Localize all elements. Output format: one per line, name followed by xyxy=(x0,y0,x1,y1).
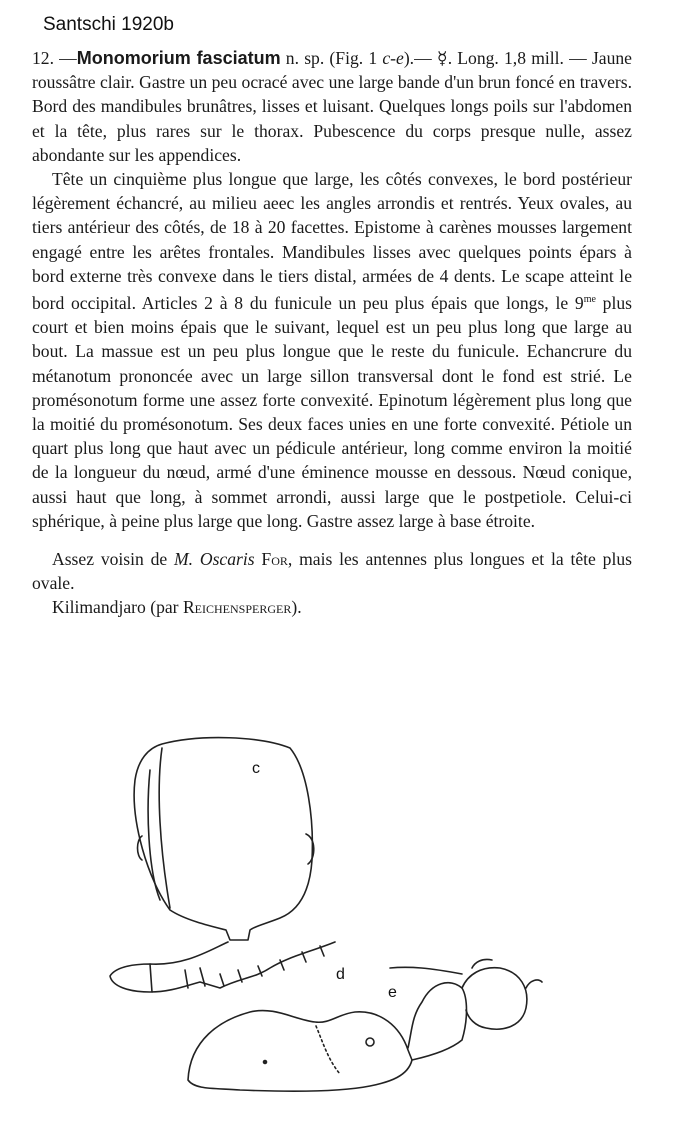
source-label: Santschi 1920b xyxy=(43,14,174,35)
comparison-text-b: , mais les antennes plus longues et la tête plus ovale. xyxy=(32,548,632,594)
head-eye-drawing xyxy=(159,748,170,908)
description-paragraph-1 xyxy=(32,46,632,167)
figure-1 xyxy=(90,730,650,1125)
figure-reference-close: ).— xyxy=(403,48,437,68)
morphology-text-b: plus court et bien moins épais que le suivant, lequel est un peu plus long que large au bout. La massue est un peu plus longue que le reste du funicule. Echancrure du métanotum prononcée avec un large sillon transversal dont le fond est strié. Le promésonotum forme une assez forte convexité. Epinotum légèrement plus long que la moitié du promésonotum. Ses deux faces unies en une forte convexité. Pétiole un quart plus long que haut avec un pédicule antérieur, long comme environ la moitié de la longueur du nœud, armé d'une éminence mousse en dessous. Nœud conique, aussi haut que long, à sommet arrondi, aussi large que le postpetiole. Celui-ci sphérique, à peine plus large que long. Gastre assez large à base étroite. xyxy=(32,292,632,531)
compared-species-author: For xyxy=(254,548,288,569)
taxon-status: n. sp. (Fig. 1 xyxy=(280,48,383,68)
postpetiole-drawing xyxy=(462,968,527,1029)
spiracle-drawing xyxy=(366,1038,374,1046)
figure-label-d: d xyxy=(336,966,345,983)
figure-label-e: e xyxy=(388,984,397,1001)
locality-close: ). xyxy=(291,597,302,618)
locality-line xyxy=(32,595,632,619)
worker-caste-symbol: ☿ xyxy=(436,48,448,68)
ordinal-superscript: me xyxy=(583,294,596,306)
figure-label-c: c xyxy=(252,760,260,777)
antenna-drawing xyxy=(110,942,335,992)
comparison-text-a: Assez voisin de xyxy=(52,548,175,569)
mesosoma-drawing xyxy=(188,1011,412,1092)
petiole-drawing xyxy=(408,983,467,1060)
entry-number: 12. — xyxy=(32,48,77,68)
comparison-paragraph xyxy=(32,547,632,595)
head-left-eye-drawing xyxy=(138,836,143,860)
gaster-stub-drawing xyxy=(390,967,462,974)
collector-name: Reichensperger xyxy=(182,597,292,618)
species-description xyxy=(32,46,632,620)
general-description: . Long. 1,8 mill. — Jaune roussâtre clair. Gastre un peu ocracé avec une large bande d'un brun foncé en travers. Bord des mandibules brunâtres, lisses et luisant. Quelques longs poils sur l'abdomen et la tête, plus rares sur le thorax. Pubescence du corps presque nulle, assez abondante sur les appendices. xyxy=(32,48,632,165)
taxon-name: Monomorium fasciatum xyxy=(76,48,281,68)
locality-text: Kilimandjaro (par xyxy=(52,597,183,618)
description-paragraph-2 xyxy=(32,167,632,533)
compared-species: M. Oscaris xyxy=(174,548,255,569)
morphology-text-a: Tête un cinquième plus longue que large, les côtés convexes, le bord postérieur légèrement échancré, au milieu aeec les angles arrondis et rentrés. Yeux ovales, au tiers antérieur des côtés, de 18 à 20 facettes. Epistome à carènes mousses largement engagé entre les arêtes frontales. Mandibules lisses avec quelques points épars à bord externe très convexe dans le tiers distal, armées de 4 dents. Le scape atteint le bord occipital. Articles 2 à 8 du funicule un peu plus épais que longs, le 9 xyxy=(32,169,632,313)
figure-drawings xyxy=(90,730,650,1125)
figure-reference: c-e xyxy=(382,48,404,68)
